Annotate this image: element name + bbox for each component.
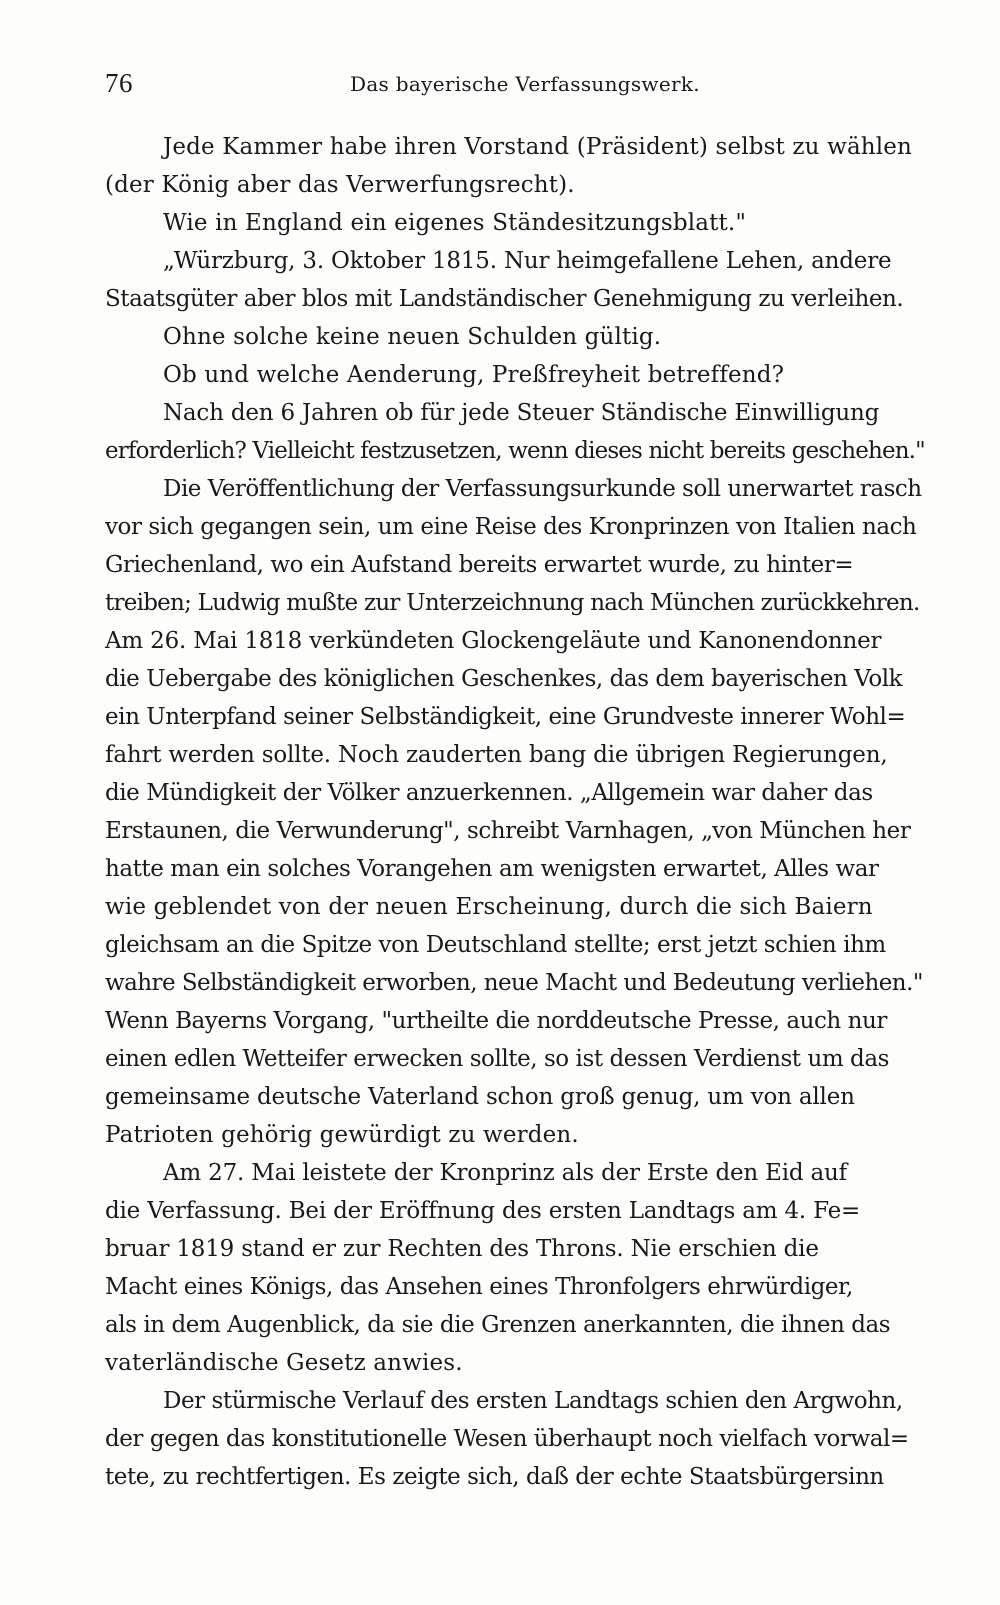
text-line: einen edlen Wetteifer erwecken sollte, so ist dessen Verdienst um das bbox=[105, 1046, 889, 1072]
text-line: der gegen das konstitutionelle Wesen überhaupt noch vielfach vorwal= bbox=[105, 1426, 909, 1452]
text-line: die Uebergabe des königlichen Geschenkes, das dem bayerischen Volk bbox=[105, 666, 903, 692]
page-header bbox=[105, 66, 915, 106]
text-line: erforderlich? Vielleicht festzusetzen, wenn dieses nicht bereits geschehen." bbox=[105, 438, 925, 464]
text-line: vor sich gegangen sein, um eine Reise des Kronprinzen von Italien nach bbox=[105, 514, 917, 540]
text-line: die Verfassung. Bei der Eröffnung des ersten Landtags am 4. Fe= bbox=[105, 1198, 861, 1224]
text-line: gleichsam an die Spitze von Deutschland stellte; erst jetzt schien ihm bbox=[105, 932, 886, 958]
text-line: Der stürmische Verlauf des ersten Landtags schien den Argwohn, bbox=[163, 1388, 903, 1414]
text-line: die Mündigkeit der Völker anzuerkennen. „Allgemein war daher das bbox=[105, 780, 873, 806]
text-line: treiben; Ludwig mußte zur Unterzeichnung nach München zurückkehren. bbox=[105, 590, 920, 616]
text-line: Jede Kammer habe ihren Vorstand (Präsident) selbst zu wählen bbox=[163, 134, 912, 160]
text-line: wahre Selbständigkeit erworben, neue Macht und Bedeutung verliehen." bbox=[105, 970, 923, 996]
text-line: Ohne solche keine neuen Schulden gültig. bbox=[163, 324, 662, 350]
text-line: Griechenland, wo ein Aufstand bereits erwartet wurde, zu hinter= bbox=[105, 552, 854, 578]
text-line: Patrioten gehörig gewürdigt zu werden. bbox=[105, 1122, 579, 1148]
text-line: wie geblendet von der neuen Erscheinung, durch die sich Baiern bbox=[105, 894, 873, 920]
text-line: vaterländische Gesetz anwies. bbox=[105, 1350, 463, 1376]
text-line: Am 27. Mai leistete der Kronprinz als der Erste den Eid auf bbox=[163, 1160, 847, 1186]
text-line: Am 26. Mai 1818 verkündeten Glockengeläute und Kanonendonner bbox=[105, 628, 882, 654]
text-line: als in dem Augenblick, da sie die Grenzen anerkannten, die ihnen das bbox=[105, 1312, 891, 1338]
page-number: 76 bbox=[105, 68, 133, 98]
text-line: bruar 1819 stand er zur Rechten des Throns. Nie erschien die bbox=[105, 1236, 819, 1262]
text-line: hatte man ein solches Vorangehen am wenigsten erwartet, Alles war bbox=[105, 856, 879, 882]
text-line: Die Veröffentlichung der Verfassungsurkunde soll unerwartet rasch bbox=[163, 476, 922, 502]
text-line: Staatsgüter aber blos mit Landständischer Genehmigung zu verleihen. bbox=[105, 286, 904, 312]
running-head: Das bayerische Verfassungswerk. bbox=[350, 72, 700, 96]
text-line: Wenn Bayerns Vorgang, "urtheilte die norddeutsche Presse, auch nur bbox=[105, 1008, 887, 1034]
text-line: gemeinsame deutsche Vaterland schon groß genug, um von allen bbox=[105, 1084, 855, 1110]
text-line: Ob und welche Aenderung, Preßfreyheit betreffend? bbox=[163, 362, 785, 388]
text-line: Erstaunen, die Verwunderung", schreibt Varnhagen, „von München her bbox=[105, 818, 911, 844]
text-line: ein Unterpfand seiner Selbständigkeit, eine Grundveste innerer Wohl= bbox=[105, 704, 906, 730]
text-line: tete, zu rechtfertigen. Es zeigte sich, daß der echte Staatsbürgersinn bbox=[105, 1464, 884, 1490]
text-line: Wie in England ein eigenes Ständesitzungsblatt." bbox=[163, 210, 747, 236]
text-line: (der König aber das Verwerfungsrecht). bbox=[105, 172, 575, 198]
text-line: Macht eines Königs, das Ansehen eines Thronfolgers ehrwürdiger, bbox=[105, 1274, 853, 1300]
text-line: „Würzburg, 3. Oktober 1815. Nur heimgefallene Lehen, andere bbox=[163, 248, 892, 274]
text-line: fahrt werden sollte. Noch zauderten bang die übrigen Regierungen, bbox=[105, 742, 888, 768]
body-text bbox=[105, 128, 925, 1496]
text-line: Nach den 6 Jahren ob für jede Steuer Ständische Einwilligung bbox=[163, 400, 880, 426]
